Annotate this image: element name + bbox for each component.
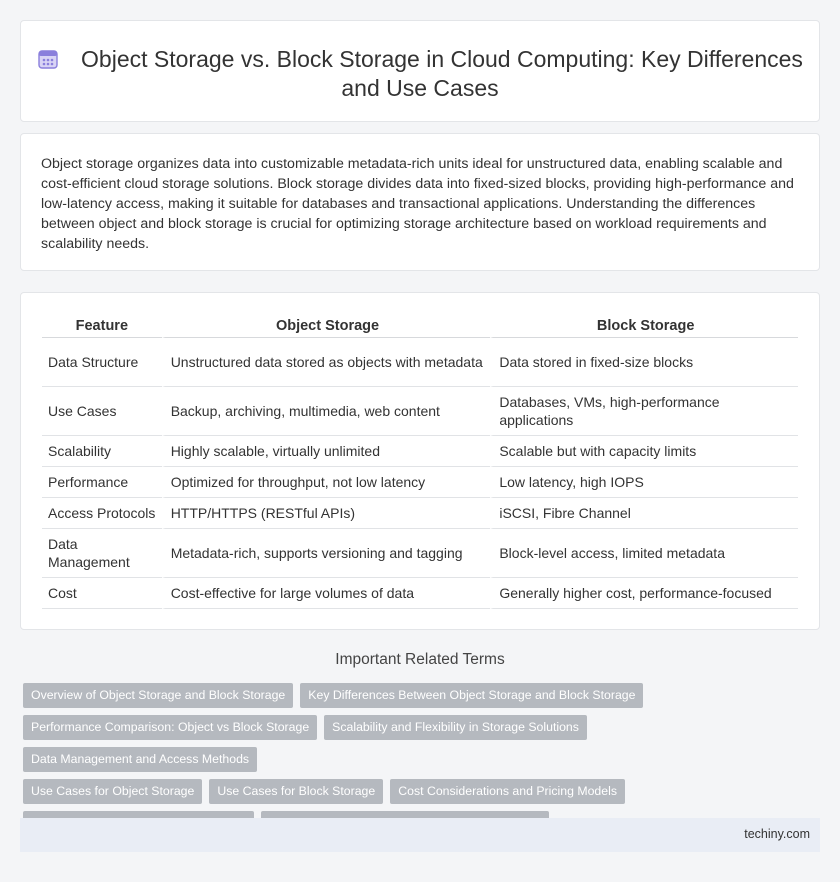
cell-block: Block-level access, limited metadata [490, 529, 798, 578]
footer [20, 818, 820, 852]
cell-object: Cost-effective for large volumes of data [162, 578, 491, 609]
cell-block: Scalable but with capacity limits [490, 436, 798, 467]
related-term-tag[interactable]: Use Cases for Block Storage [209, 779, 383, 804]
calendar-icon [37, 48, 59, 70]
comparison-table [42, 315, 798, 609]
cell-object: Backup, archiving, multimedia, web content [162, 387, 491, 436]
cell-block: Generally higher cost, performance-focused [490, 578, 798, 609]
table-row [42, 498, 798, 529]
cell-block: Databases, VMs, high-performance applications [490, 387, 798, 436]
related-term-tag[interactable]: Use Cases for Object Storage [23, 779, 202, 804]
cell-feature: Data Structure [42, 338, 162, 387]
cell-object: Highly scalable, virtually unlimited [162, 436, 491, 467]
title-card [20, 20, 820, 122]
intro-card [20, 133, 820, 271]
header-block-storage: Block Storage [490, 315, 798, 338]
table-row [42, 578, 798, 609]
table-header-row [42, 315, 798, 338]
cell-block: iSCSI, Fibre Channel [490, 498, 798, 529]
related-term-tag[interactable]: Key Differences Between Object Storage and Block Storage [300, 683, 643, 708]
related-term-tag[interactable]: Cost Considerations and Pricing Models [390, 779, 625, 804]
related-term-tag[interactable]: Performance Comparison: Object vs Block Storage [23, 715, 317, 740]
cell-object: Unstructured data stored as objects with metadata [162, 338, 491, 387]
cell-feature: Data Management [42, 529, 162, 578]
table-row [42, 436, 798, 467]
cell-feature: Use Cases [42, 387, 162, 436]
cell-feature: Cost [42, 578, 162, 609]
cell-object: Optimized for throughput, not low latency [162, 467, 491, 498]
cell-feature: Scalability [42, 436, 162, 467]
cell-object: HTTP/HTTPS (RESTful APIs) [162, 498, 491, 529]
cell-feature: Performance [42, 467, 162, 498]
cell-feature: Access Protocols [42, 498, 162, 529]
page-title-wrap [21, 45, 819, 103]
header-object-storage: Object Storage [162, 315, 491, 338]
related-term-tag[interactable]: Overview of Object Storage and Block Storage [23, 683, 293, 708]
cell-block: Data stored in fixed-size blocks [490, 338, 798, 387]
cell-object: Metadata-rich, supports versioning and tagging [162, 529, 491, 578]
table-row [42, 467, 798, 498]
table-row [42, 529, 798, 578]
footer-site-name[interactable]: techiny.com [744, 827, 810, 841]
cell-block: Low latency, high IOPS [490, 467, 798, 498]
page-title: Object Storage vs. Block Storage in Cloud Computing: Key Differences and Use Cases [81, 46, 803, 101]
related-term-tag[interactable]: Data Management and Access Methods [23, 747, 257, 772]
table-row [42, 387, 798, 436]
related-term-tag[interactable]: Scalability and Flexibility in Storage Solutions [324, 715, 587, 740]
header-feature: Feature [42, 315, 162, 338]
table-row [42, 338, 798, 387]
related-terms-heading: Important Related Terms [335, 651, 505, 668]
intro-paragraph: Object storage organizes data into customizable metadata-rich units ideal for unstructured data, enabling scalable and cost-efficient cloud storage solutions. Block storage divides data into fixed-sized blocks, providing high-performance and low-latency access, making it suitable for databases and transactional applications. Understanding the differences between object and block storage is crucial for optimizing storage architecture based on workload requirements and scalability needs. [41, 156, 794, 252]
comparison-table-card [20, 292, 820, 630]
